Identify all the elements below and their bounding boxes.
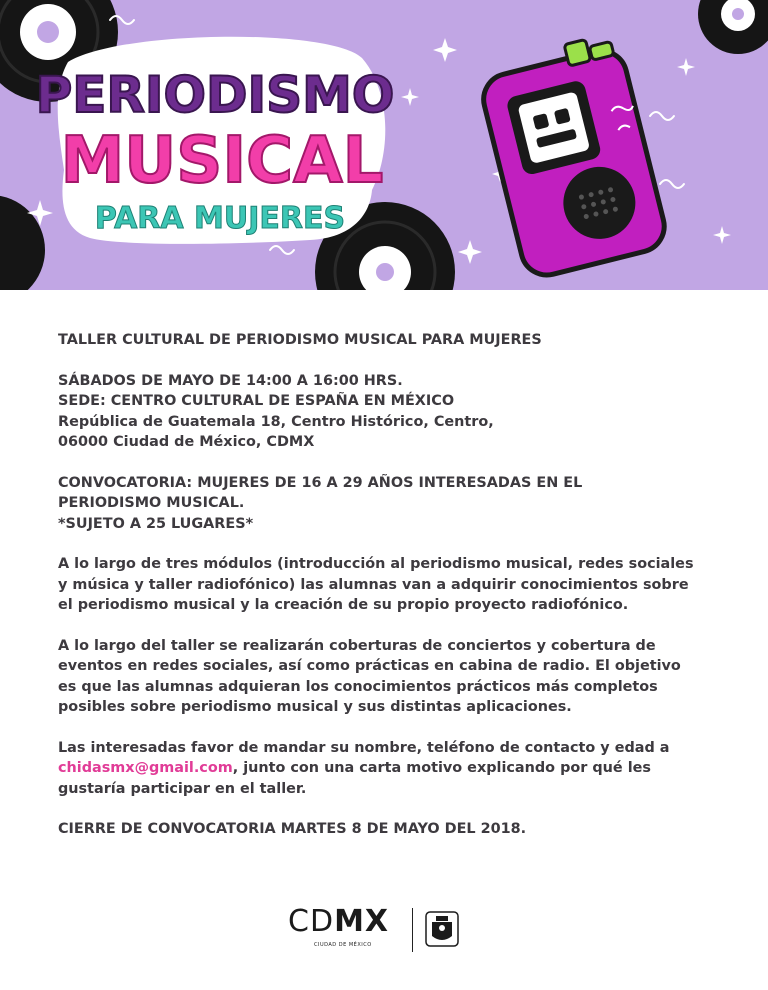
schedule-line: SÁBADOS DE MAYO DE 14:00 A 16:00 HRS. [58, 372, 403, 389]
closing-line: CIERRE DE CONVOCATORIA MARTES 8 DE MAYO DEL 2018. [58, 821, 527, 837]
schedule-block [58, 371, 738, 453]
contact-paragraph [58, 738, 738, 800]
closing-date [58, 819, 738, 840]
call-block [58, 473, 738, 535]
call-line: PERIODISMO MUSICAL. [58, 495, 245, 511]
paragraph-line: posibles sobre periodismo musical y sus distintas aplicaciones. [58, 699, 572, 715]
paragraph-line: es que las alumnas adquieran los conocimientos prácticos más completos [58, 678, 658, 695]
title-line-1: PERIODISMO [35, 66, 395, 124]
workshop-paragraph [58, 636, 738, 718]
header-banner [0, 0, 768, 290]
postal-line: 06000 Ciudad de México, CDMX [58, 434, 315, 450]
cassette-recorder-icon [475, 32, 670, 281]
modules-paragraph [58, 554, 738, 616]
contact-line: gustaría participar en el taller. [58, 780, 307, 797]
address-line: República de Guatemala 18, Centro Histórico, Centro, [58, 413, 494, 430]
event-details [58, 330, 738, 860]
title-line-2: MUSICAL [60, 124, 384, 198]
cdmx-logo-subtitle: CIUDAD DE MÉXICO [314, 942, 372, 948]
cdmx-logo-thin: CD [288, 904, 335, 939]
call-line: CONVOCATORIA: MUJERES DE 16 A 29 AÑOS INTERESADAS EN EL [58, 474, 583, 491]
email-link[interactable]: chidasmx@gmail.com [58, 760, 233, 776]
paragraph-line: el periodismo musical y la creación de su propio proyecto radiofónico. [58, 597, 629, 613]
contact-line: Las interesadas favor de mandar su nombre, teléfono de contacto y edad a [58, 739, 670, 756]
paragraph-line: y música y taller radiofónico) las alumnas van a adquirir conocimientos sobre [58, 576, 689, 593]
seats-note: *SUJETO A 25 LUGARES* [58, 515, 254, 532]
paragraph-line: eventos en redes sociales, así como prácticas en cabina de radio. El objetivo [58, 658, 681, 674]
paragraph-line: A lo largo de tres módulos (introducción al periodismo musical, redes sociales [58, 556, 694, 572]
cdmx-logo [288, 906, 389, 938]
contact-line [58, 758, 738, 779]
venue-line: SEDE: CENTRO CULTURAL DE ESPAÑA EN MÉXICO [58, 393, 455, 409]
contact-line-rest: , junto con una carta motivo explicando por qué les [232, 760, 651, 776]
footer-divider [412, 908, 413, 952]
banner-artwork [0, 0, 768, 290]
event-heading [58, 330, 738, 351]
vinyl-record-icon [698, 0, 768, 54]
heading-text: TALLER CULTURAL DE PERIODISMO MUSICAL PARA MUJERES [58, 332, 542, 348]
city-seal-icon [424, 910, 460, 948]
cdmx-logo-bold: MX [334, 904, 390, 939]
footer-logos [288, 906, 488, 958]
title-line-3: PARA MUJERES [94, 201, 346, 236]
paragraph-line: A lo largo del taller se realizarán coberturas de conciertos y cobertura de [58, 637, 656, 654]
